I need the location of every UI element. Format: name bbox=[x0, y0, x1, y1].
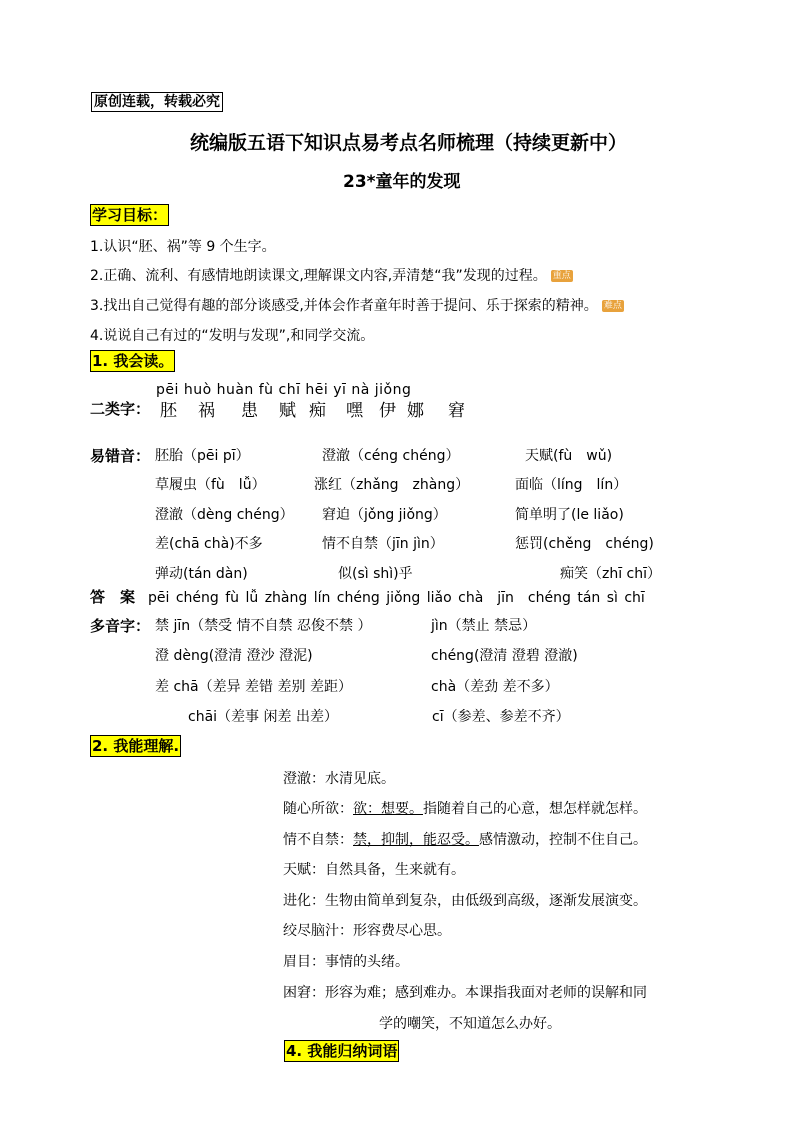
duoyin-label: 多音字： bbox=[90, 617, 151, 635]
term-row bbox=[283, 859, 465, 879]
yicuo-item: 情不自禁（jīn jìn） bbox=[322, 536, 444, 552]
char: 窘 bbox=[448, 401, 465, 421]
term-row bbox=[283, 890, 647, 910]
term-row bbox=[283, 920, 451, 940]
term-row bbox=[283, 768, 395, 788]
term: 情不自禁： bbox=[283, 832, 353, 848]
yicuo-item: 差(chā chà)不多 bbox=[155, 536, 263, 552]
answer-text: pēi chéng fù lǚ zhàng lín chéng jiǒng liǎo chà jīn chéng tán sì chī bbox=[148, 590, 645, 606]
section4-heading: 4. 我能归纳词语 bbox=[286, 1042, 398, 1060]
answer-label: 答 案 bbox=[90, 588, 136, 606]
yicuo-item: 简单明了(le liǎo) bbox=[515, 507, 624, 523]
difficult-point-badge: 难点 bbox=[603, 301, 622, 311]
yicuo-item: 窘迫（jǒng jiǒng） bbox=[322, 507, 447, 523]
char: 患 bbox=[241, 401, 258, 421]
page-title: 统编版五语下知识点易考点名师梳理（持续更新中） bbox=[190, 132, 628, 154]
goal-item bbox=[90, 295, 624, 315]
goals-heading: 学习目标： bbox=[92, 206, 168, 224]
duoyin-item: cī（参差、参差不齐） bbox=[432, 709, 570, 725]
definition: 形容为难；感到难办。本课指我面对老师的误解和同 bbox=[325, 985, 647, 1001]
duoyin-item: 澄 dèng(澄清 澄沙 澄泥) bbox=[155, 648, 313, 664]
char: 嘿 bbox=[346, 401, 363, 421]
key-point-badge: 重点 bbox=[552, 271, 571, 281]
duoyin-item: chà（差劲 差不多） bbox=[431, 679, 559, 695]
char: 伊 bbox=[379, 401, 396, 421]
term: 绞尽脑汁： bbox=[283, 923, 353, 939]
lesson-title: 23*童年的发现 bbox=[343, 172, 461, 192]
yicuo-item: 痴笑（zhī chī） bbox=[560, 566, 662, 582]
yicuo-item: 胚胎（pēi pī） bbox=[155, 448, 250, 464]
yicuo-item: 涨红（zhǎng zhàng） bbox=[314, 477, 470, 493]
term: 眉目： bbox=[283, 954, 325, 970]
erlei-label: 二类字： bbox=[90, 400, 151, 418]
section1-heading: 1. 我会读。 bbox=[92, 352, 174, 370]
definition: 事情的头绪。 bbox=[325, 954, 409, 970]
duoyin-item: chéng(澄清 澄碧 澄澈) bbox=[431, 648, 578, 664]
duoyin-item: 禁 jīn（禁受 情不自禁 忍俊不禁 ） bbox=[155, 618, 372, 634]
yicuo-item: 天赋(fù wǔ) bbox=[525, 448, 613, 464]
definition-continuation: 学的嘲笑，不知道怎么办好。 bbox=[379, 1016, 561, 1032]
definition: 形容费尽心思。 bbox=[353, 923, 451, 939]
term: 天赋： bbox=[283, 862, 325, 878]
duoyin-item: jìn（禁止 禁忌） bbox=[431, 618, 537, 634]
section2-heading: 2. 我能理解. bbox=[92, 737, 180, 755]
goal-item bbox=[90, 265, 573, 285]
definition: 水清见底。 bbox=[325, 771, 395, 787]
duoyin-item: chāi（差事 闲差 出差） bbox=[188, 709, 338, 725]
definition: 感情激动，控制不住自己。 bbox=[479, 832, 647, 848]
yicuo-item: 澄澈（céng chéng） bbox=[322, 448, 460, 464]
yicuo-item: 似(sì shì)乎 bbox=[338, 566, 413, 582]
char: 胚 bbox=[160, 401, 177, 421]
term: 澄澈： bbox=[283, 771, 325, 787]
yicuo-label: 易错音： bbox=[90, 447, 151, 465]
definition: 指随着自己的心意，想怎样就怎样。 bbox=[423, 801, 647, 817]
definition: 自然具备，生来就有。 bbox=[325, 862, 465, 878]
char: 祸 bbox=[198, 401, 215, 421]
goal-item: 1.认识“胚、祸”等 9 个生字。 bbox=[90, 239, 276, 255]
term-row bbox=[283, 982, 647, 1002]
char: 赋 bbox=[279, 401, 296, 421]
copyright-notice: 原创连载，转载必究 bbox=[91, 92, 223, 112]
definition-note: 欲：想要。 bbox=[353, 801, 423, 817]
term: 进化： bbox=[283, 893, 325, 909]
char: 娜 bbox=[407, 401, 424, 421]
term-row bbox=[283, 798, 647, 818]
char: 痴 bbox=[309, 401, 326, 421]
yicuo-item: 惩罚(chěng chéng) bbox=[515, 536, 654, 552]
term-row bbox=[283, 829, 647, 849]
term-row bbox=[283, 951, 409, 971]
yicuo-item: 草履虫（fù lǚ） bbox=[155, 477, 266, 493]
term: 困窘： bbox=[283, 985, 325, 1001]
definition-note: 禁，抑制，能忍受。 bbox=[353, 832, 479, 848]
yicuo-item: 弹动(tán dàn) bbox=[155, 566, 248, 582]
goal-text: 2.正确、流利、有感情地朗读课文,理解课文内容,弄清楚“我”发现的过程。 bbox=[90, 268, 547, 284]
term: 随心所欲： bbox=[283, 801, 353, 817]
duoyin-item: 差 chā（差异 差错 差别 差距） bbox=[155, 679, 352, 695]
yicuo-item: 澄澈（dèng chéng） bbox=[155, 507, 294, 523]
yicuo-item: 面临（líng lín） bbox=[515, 477, 628, 493]
goal-item: 4.说说自己有过的“发明与发现”,和同学交流。 bbox=[90, 328, 375, 344]
goal-text: 3.找出自己觉得有趣的部分谈感受,并体会作者童年时善于提问、乐于探索的精神。 bbox=[90, 298, 598, 314]
erlei-pinyin: pēi huò huàn fù chī hēi yī nà jiǒng bbox=[156, 382, 412, 398]
definition: 生物由简单到复杂，由低级到高级，逐渐发展演变。 bbox=[325, 893, 647, 909]
